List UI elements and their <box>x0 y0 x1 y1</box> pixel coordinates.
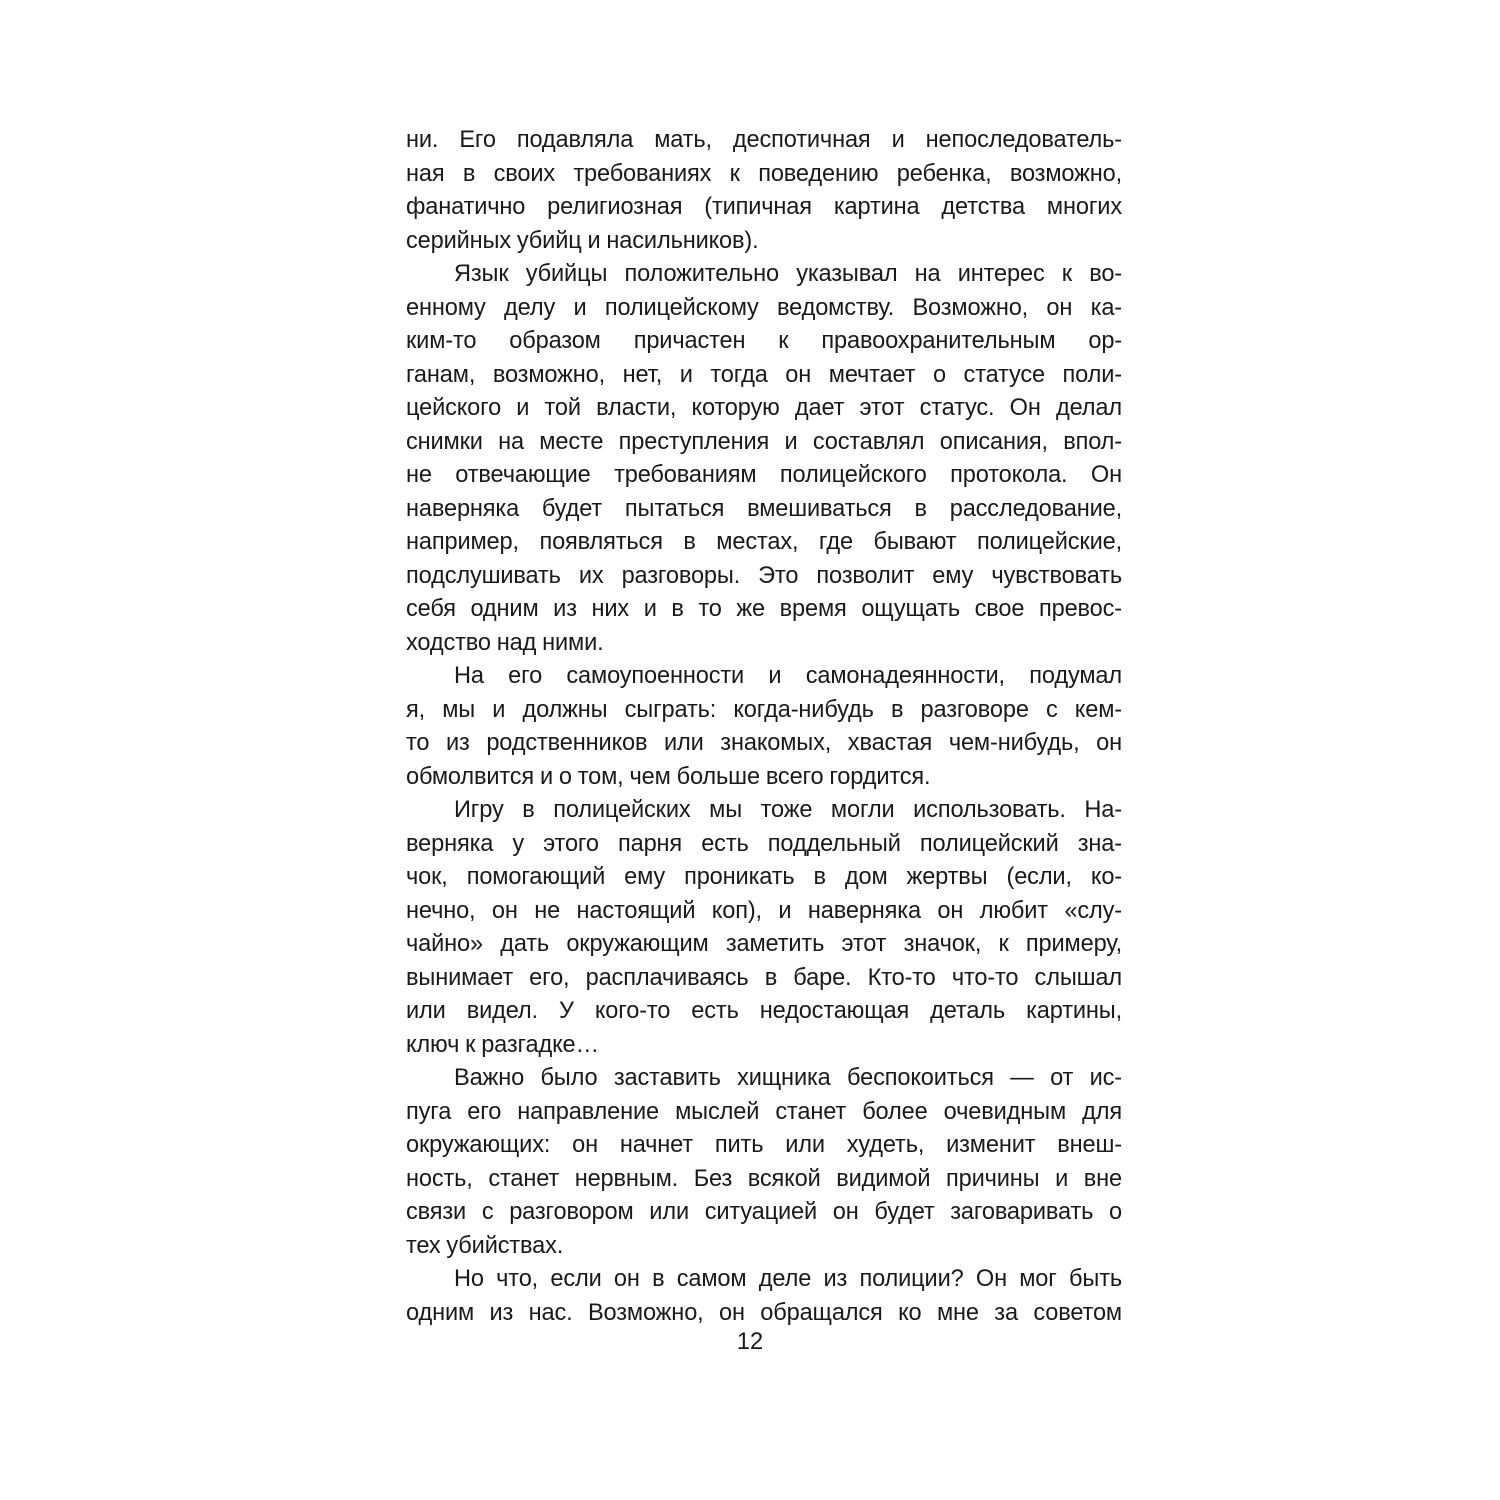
text-line: то из родственников или знакомых, хвастая чем-нибудь, он <box>406 730 1122 756</box>
page-number: 12 <box>736 1329 764 1355</box>
text-line: Игру в полицейских мы тоже могли использовать. На- <box>454 797 1122 823</box>
text-line: чайно» дать окружающим заметить этот значок, к примеру, <box>406 931 1122 957</box>
text-line: Язык убийцы положительно указывал на интерес к во- <box>454 261 1122 287</box>
body-text <box>406 124 1122 1330</box>
text-line: чок, помогающий ему проникать в дом жертвы (если, ко- <box>406 864 1122 890</box>
text-line: например, появляться в местах, где бывают полицейские, <box>406 529 1122 555</box>
text-line: верняка у этого парня есть поддельный полицейский зна- <box>406 830 1122 857</box>
text-line: снимки на месте преступления и составлял описания, впол- <box>406 428 1122 455</box>
text-line: серийных убийц и насильников). <box>406 227 759 254</box>
text-line: ни. Его подавляла мать, деспотичная и непоследователь- <box>406 127 1122 153</box>
text-line: нечно, он не настоящий коп), и наверняка он любит «слу- <box>406 897 1122 924</box>
text-line: подслушивать их разговоры. Это позволит ему чувствовать <box>406 562 1122 589</box>
text-line: Но что, если он в самом деле из полиции? Он мог быть <box>454 1266 1122 1292</box>
text-line: наверняка будет пытаться вмешиваться в расследование, <box>406 495 1122 522</box>
text-line: обмолвится и о том, чем больше всего гордится. <box>406 763 931 790</box>
text-line: Важно было заставить хищника беспокоиться — от ис- <box>454 1065 1122 1091</box>
text-line: ходство над ними. <box>406 629 604 656</box>
text-line: енному делу и полицейскому ведомству. Возможно, он ка- <box>406 294 1122 321</box>
text-line: фанатично религиозная (типичная картина детства многих <box>406 194 1122 220</box>
text-line: ким-то образом причастен к правоохранительным ор- <box>406 328 1122 354</box>
text-line: ная в своих требованиях к поведению ребенка, возможно, <box>406 160 1122 187</box>
text-line: одним из нас. Возможно, он обращался ко мне за советом <box>406 1299 1122 1326</box>
text-line: На его самоупоенности и самонадеянности, подумал <box>454 663 1122 689</box>
text-line: не отвечающие требованиям полицейского протокола. Он <box>406 462 1122 488</box>
text-line: цейского и той власти, которую дает этот статус. Он делал <box>406 395 1122 421</box>
text-line: ключ к разгадке… <box>406 1031 599 1058</box>
text-line: вынимает его, расплачиваясь в баре. Кто-то что-то слышал <box>406 964 1122 991</box>
text-line: ность, станет нервным. Без всякой видимой причины и вне <box>406 1165 1122 1192</box>
text-line: или видел. У кого-то есть недостающая деталь картины, <box>406 998 1122 1024</box>
text-line: ганам, возможно, нет, и тогда он мечтает о статусе поли- <box>406 361 1122 388</box>
text-line: я, мы и должны сыграть: когда-нибудь в разговоре с кем- <box>406 696 1122 723</box>
text-line: окружающих: он начнет пить или худеть, изменит внеш- <box>406 1132 1122 1158</box>
text-line: пуга его направление мыслей станет более очевидным для <box>406 1098 1122 1125</box>
text-line: связи с разговором или ситуацией он будет заговаривать о <box>406 1199 1122 1225</box>
text-line: тех убийствах. <box>406 1232 564 1259</box>
text-line: себя одним из них и в то же время ощущать свое превос- <box>406 596 1122 622</box>
